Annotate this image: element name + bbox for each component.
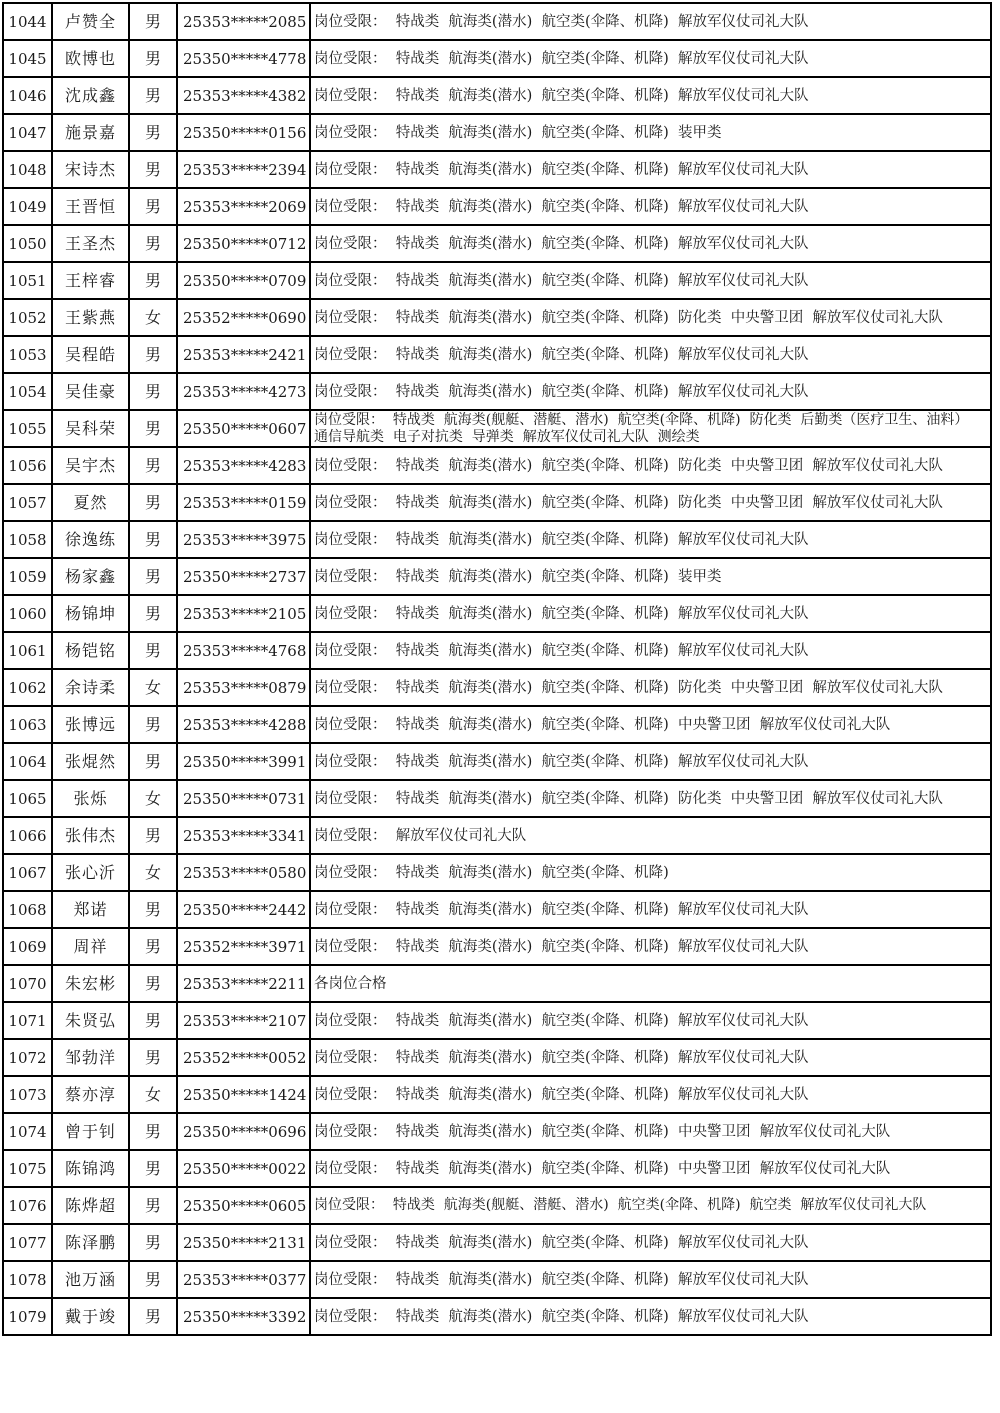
gender-cell: 男 bbox=[129, 521, 177, 558]
id-number-cell: 25353*****3975 bbox=[177, 521, 310, 558]
remark-cell: 岗位受限： 特战类 航海类(潜水) 航空类(伞降、机降) 解放军仪仗司礼大队 bbox=[310, 151, 991, 188]
table-row bbox=[3, 521, 991, 558]
table-row bbox=[3, 3, 991, 40]
name-cell: 吴科荣 bbox=[52, 410, 129, 447]
name-cell: 余诗柔 bbox=[52, 669, 129, 706]
name-cell: 王紫燕 bbox=[52, 299, 129, 336]
gender-cell: 男 bbox=[129, 225, 177, 262]
name-cell: 池万涵 bbox=[52, 1261, 129, 1298]
gender-cell: 男 bbox=[129, 558, 177, 595]
name-cell: 王圣杰 bbox=[52, 225, 129, 262]
serial-number-cell: 1047 bbox=[3, 114, 52, 151]
serial-number-cell: 1045 bbox=[3, 40, 52, 77]
id-number-cell: 25353*****4283 bbox=[177, 447, 310, 484]
id-number-cell: 25350*****0731 bbox=[177, 780, 310, 817]
serial-number-cell: 1074 bbox=[3, 1113, 52, 1150]
remark-cell: 岗位受限： 特战类 航海类(潜水) 航空类(伞降、机降) 解放军仪仗司礼大队 bbox=[310, 891, 991, 928]
table-row bbox=[3, 151, 991, 188]
table-row bbox=[3, 1076, 991, 1113]
serial-number-cell: 1049 bbox=[3, 188, 52, 225]
id-number-cell: 25350*****0022 bbox=[177, 1150, 310, 1187]
name-cell: 戴于竣 bbox=[52, 1298, 129, 1335]
serial-number-cell: 1060 bbox=[3, 595, 52, 632]
id-number-cell: 25352*****0052 bbox=[177, 1039, 310, 1076]
remark-cell: 岗位受限： 特战类 航海类(潜水) 航空类(伞降、机降) 防化类 中央警卫团 解放军仪仗司礼大队 bbox=[310, 780, 991, 817]
id-number-cell: 25350*****0709 bbox=[177, 262, 310, 299]
serial-number-cell: 1061 bbox=[3, 632, 52, 669]
name-cell: 蔡亦淳 bbox=[52, 1076, 129, 1113]
serial-number-cell: 1071 bbox=[3, 1002, 52, 1039]
gender-cell: 男 bbox=[129, 1224, 177, 1261]
name-cell: 施景嘉 bbox=[52, 114, 129, 151]
remark-cell: 岗位受限： 特战类 航海类(潜水) 航空类(伞降、机降) 中央警卫团 解放军仪仗司礼大队 bbox=[310, 706, 991, 743]
remark-cell: 岗位受限： 特战类 航海类(潜水) 航空类(伞降、机降) 中央警卫团 解放军仪仗司礼大队 bbox=[310, 1150, 991, 1187]
table-row bbox=[3, 595, 991, 632]
remark-cell: 岗位受限： 特战类 航海类(潜水) 航空类(伞降、机降) 装甲类 bbox=[310, 114, 991, 151]
serial-number-cell: 1054 bbox=[3, 373, 52, 410]
gender-cell: 男 bbox=[129, 1150, 177, 1187]
serial-number-cell: 1053 bbox=[3, 336, 52, 373]
id-number-cell: 25353*****4382 bbox=[177, 77, 310, 114]
table-row bbox=[3, 669, 991, 706]
id-number-cell: 25350*****0712 bbox=[177, 225, 310, 262]
table-body bbox=[3, 3, 991, 1335]
remark-cell: 岗位受限： 特战类 航海类(潜水) 航空类(伞降、机降) 中央警卫团 解放军仪仗司礼大队 bbox=[310, 1113, 991, 1150]
table-row bbox=[3, 1150, 991, 1187]
gender-cell: 男 bbox=[129, 188, 177, 225]
id-number-cell: 25350*****1424 bbox=[177, 1076, 310, 1113]
gender-cell: 男 bbox=[129, 410, 177, 447]
name-cell: 陈泽鹏 bbox=[52, 1224, 129, 1261]
id-number-cell: 25353*****2107 bbox=[177, 1002, 310, 1039]
id-number-cell: 25353*****0159 bbox=[177, 484, 310, 521]
remark-cell: 各岗位合格 bbox=[310, 965, 991, 1002]
id-number-cell: 25353*****4273 bbox=[177, 373, 310, 410]
gender-cell: 男 bbox=[129, 632, 177, 669]
remark-cell: 岗位受限： 特战类 航海类(潜水) 航空类(伞降、机降) 解放军仪仗司礼大队 bbox=[310, 743, 991, 780]
gender-cell: 女 bbox=[129, 1076, 177, 1113]
serial-number-cell: 1067 bbox=[3, 854, 52, 891]
table-row bbox=[3, 225, 991, 262]
remark-cell: 岗位受限： 特战类 航海类(潜水) 航空类(伞降、机降) 解放军仪仗司礼大队 bbox=[310, 1002, 991, 1039]
remark-cell: 岗位受限： 特战类 航海类(潜水) 航空类(伞降、机降) 防化类 中央警卫团 解放军仪仗司礼大队 bbox=[310, 484, 991, 521]
gender-cell: 女 bbox=[129, 854, 177, 891]
id-number-cell: 25350*****2442 bbox=[177, 891, 310, 928]
table-row bbox=[3, 817, 991, 854]
gender-cell: 男 bbox=[129, 336, 177, 373]
table-row bbox=[3, 558, 991, 595]
remark-cell: 岗位受限： 特战类 航海类(潜水) 航空类(伞降、机降) 解放军仪仗司礼大队 bbox=[310, 77, 991, 114]
id-number-cell: 25350*****0605 bbox=[177, 1187, 310, 1224]
table-row bbox=[3, 780, 991, 817]
name-cell: 王梓睿 bbox=[52, 262, 129, 299]
serial-number-cell: 1072 bbox=[3, 1039, 52, 1076]
id-number-cell: 25350*****3991 bbox=[177, 743, 310, 780]
table-row bbox=[3, 1261, 991, 1298]
serial-number-cell: 1069 bbox=[3, 928, 52, 965]
remark-cell: 岗位受限： 特战类 航海类(潜水) 航空类(伞降、机降) 解放军仪仗司礼大队 bbox=[310, 262, 991, 299]
serial-number-cell: 1073 bbox=[3, 1076, 52, 1113]
table-row bbox=[3, 632, 991, 669]
gender-cell: 男 bbox=[129, 743, 177, 780]
gender-cell: 男 bbox=[129, 1002, 177, 1039]
gender-cell: 男 bbox=[129, 40, 177, 77]
remark-cell: 岗位受限： 特战类 航海类(潜水) 航空类(伞降、机降) 防化类 中央警卫团 解放军仪仗司礼大队 bbox=[310, 669, 991, 706]
table-row bbox=[3, 1113, 991, 1150]
remark-cell: 岗位受限： 特战类 航海类(潜水) 航空类(伞降、机降) 解放军仪仗司礼大队 bbox=[310, 373, 991, 410]
table-row bbox=[3, 1002, 991, 1039]
gender-cell: 男 bbox=[129, 447, 177, 484]
gender-cell: 男 bbox=[129, 595, 177, 632]
table-row bbox=[3, 1039, 991, 1076]
serial-number-cell: 1077 bbox=[3, 1224, 52, 1261]
serial-number-cell: 1044 bbox=[3, 3, 52, 40]
name-cell: 欧博也 bbox=[52, 40, 129, 77]
table-row bbox=[3, 891, 991, 928]
id-number-cell: 25350*****4778 bbox=[177, 40, 310, 77]
serial-number-cell: 1070 bbox=[3, 965, 52, 1002]
remark-cell: 岗位受限： 特战类 航海类(潜水) 航空类(伞降、机降) 解放军仪仗司礼大队 bbox=[310, 40, 991, 77]
remark-cell: 岗位受限： 特战类 航海类(潜水) 航空类(伞降、机降) 解放军仪仗司礼大队 bbox=[310, 632, 991, 669]
name-cell: 杨铠铭 bbox=[52, 632, 129, 669]
gender-cell: 男 bbox=[129, 151, 177, 188]
id-number-cell: 25350*****0156 bbox=[177, 114, 310, 151]
gender-cell: 女 bbox=[129, 299, 177, 336]
serial-number-cell: 1064 bbox=[3, 743, 52, 780]
name-cell: 张伟杰 bbox=[52, 817, 129, 854]
gender-cell: 男 bbox=[129, 114, 177, 151]
remark-cell: 岗位受限： 解放军仪仗司礼大队 bbox=[310, 817, 991, 854]
serial-number-cell: 1068 bbox=[3, 891, 52, 928]
gender-cell: 男 bbox=[129, 262, 177, 299]
table-row bbox=[3, 1224, 991, 1261]
serial-number-cell: 1078 bbox=[3, 1261, 52, 1298]
serial-number-cell: 1066 bbox=[3, 817, 52, 854]
name-cell: 卢赞全 bbox=[52, 3, 129, 40]
name-cell: 吴程皓 bbox=[52, 336, 129, 373]
name-cell: 张烁 bbox=[52, 780, 129, 817]
serial-number-cell: 1075 bbox=[3, 1150, 52, 1187]
name-cell: 宋诗杰 bbox=[52, 151, 129, 188]
table-row bbox=[3, 1298, 991, 1335]
remark-cell: 岗位受限： 特战类 航海类(潜水) 航空类(伞降、机降) 解放军仪仗司礼大队 bbox=[310, 521, 991, 558]
id-number-cell: 25350*****0696 bbox=[177, 1113, 310, 1150]
gender-cell: 男 bbox=[129, 1113, 177, 1150]
serial-number-cell: 1051 bbox=[3, 262, 52, 299]
name-cell: 杨锦坤 bbox=[52, 595, 129, 632]
remark-cell: 岗位受限： 特战类 航海类(潜水) 航空类(伞降、机降) 装甲类 bbox=[310, 558, 991, 595]
name-cell: 夏然 bbox=[52, 484, 129, 521]
serial-number-cell: 1048 bbox=[3, 151, 52, 188]
gender-cell: 男 bbox=[129, 706, 177, 743]
remark-cell: 岗位受限： 特战类 航海类(潜水) 航空类(伞降、机降) 防化类 中央警卫团 解放军仪仗司礼大队 bbox=[310, 299, 991, 336]
table-row bbox=[3, 965, 991, 1002]
serial-number-cell: 1079 bbox=[3, 1298, 52, 1335]
name-cell: 邹勃洋 bbox=[52, 1039, 129, 1076]
remark-cell: 岗位受限： 特战类 航海类(潜水) 航空类(伞降、机降) 解放军仪仗司礼大队 bbox=[310, 225, 991, 262]
table-row bbox=[3, 484, 991, 521]
name-cell: 张心沂 bbox=[52, 854, 129, 891]
gender-cell: 女 bbox=[129, 780, 177, 817]
id-number-cell: 25350*****0607 bbox=[177, 410, 310, 447]
name-cell: 吴佳豪 bbox=[52, 373, 129, 410]
name-cell: 曾于钊 bbox=[52, 1113, 129, 1150]
table-row bbox=[3, 447, 991, 484]
remark-cell: 岗位受限： 特战类 航海类(潜水) 航空类(伞降、机降) 解放军仪仗司礼大队 bbox=[310, 928, 991, 965]
name-cell: 张博远 bbox=[52, 706, 129, 743]
id-number-cell: 25352*****3971 bbox=[177, 928, 310, 965]
name-cell: 陈锦鸿 bbox=[52, 1150, 129, 1187]
remark-cell: 岗位受限： 特战类 航海类(潜水) 航空类(伞降、机降) 解放军仪仗司礼大队 bbox=[310, 595, 991, 632]
gender-cell: 男 bbox=[129, 1261, 177, 1298]
table-row bbox=[3, 262, 991, 299]
table-row bbox=[3, 854, 991, 891]
id-number-cell: 25353*****0377 bbox=[177, 1261, 310, 1298]
remark-cell: 岗位受限： 特战类 航海类(潜水) 航空类(伞降、机降) 解放军仪仗司礼大队 bbox=[310, 1039, 991, 1076]
serial-number-cell: 1046 bbox=[3, 77, 52, 114]
id-number-cell: 25353*****2211 bbox=[177, 965, 310, 1002]
gender-cell: 男 bbox=[129, 928, 177, 965]
serial-number-cell: 1059 bbox=[3, 558, 52, 595]
remark-cell: 岗位受限： 特战类 航海类(潜水) 航空类(伞降、机降) 解放军仪仗司礼大队 bbox=[310, 1224, 991, 1261]
remark-cell: 岗位受限： 特战类 航海类(潜水) 航空类(伞降、机降) 解放军仪仗司礼大队 bbox=[310, 1261, 991, 1298]
table-row bbox=[3, 77, 991, 114]
remark-cell: 岗位受限： 特战类 航海类(舰艇、潜艇、潜水) 航空类(伞降、机降) 防化类 后勤类（医疗卫生、油料） 通信导航类 电子对抗类 导弹类 解放军仪仗司礼大队 测绘类 bbox=[310, 410, 991, 447]
name-cell: 王晋恒 bbox=[52, 188, 129, 225]
name-cell: 周祥 bbox=[52, 928, 129, 965]
gender-cell: 男 bbox=[129, 965, 177, 1002]
name-cell: 朱贤弘 bbox=[52, 1002, 129, 1039]
name-cell: 朱宏彬 bbox=[52, 965, 129, 1002]
serial-number-cell: 1052 bbox=[3, 299, 52, 336]
remark-cell: 岗位受限： 特战类 航海类(潜水) 航空类(伞降、机降) 解放军仪仗司礼大队 bbox=[310, 336, 991, 373]
id-number-cell: 25353*****4288 bbox=[177, 706, 310, 743]
table-row bbox=[3, 336, 991, 373]
table-row bbox=[3, 373, 991, 410]
serial-number-cell: 1065 bbox=[3, 780, 52, 817]
serial-number-cell: 1056 bbox=[3, 447, 52, 484]
remark-cell: 岗位受限： 特战类 航海类(潜水) 航空类(伞降、机降) 解放军仪仗司礼大队 bbox=[310, 1076, 991, 1113]
table-row bbox=[3, 928, 991, 965]
remark-cell: 岗位受限： 特战类 航海类(潜水) 航空类(伞降、机降) 防化类 中央警卫团 解放军仪仗司礼大队 bbox=[310, 447, 991, 484]
id-number-cell: 25350*****2737 bbox=[177, 558, 310, 595]
remark-cell: 岗位受限： 特战类 航海类(潜水) 航空类(伞降、机降) 解放军仪仗司礼大队 bbox=[310, 1298, 991, 1335]
table-row bbox=[3, 188, 991, 225]
gender-cell: 男 bbox=[129, 77, 177, 114]
serial-number-cell: 1076 bbox=[3, 1187, 52, 1224]
gender-cell: 男 bbox=[129, 891, 177, 928]
id-number-cell: 25353*****2394 bbox=[177, 151, 310, 188]
remark-cell: 岗位受限： 特战类 航海类(潜水) 航空类(伞降、机降) bbox=[310, 854, 991, 891]
id-number-cell: 25353*****4768 bbox=[177, 632, 310, 669]
gender-cell: 男 bbox=[129, 817, 177, 854]
name-cell: 吴宇杰 bbox=[52, 447, 129, 484]
id-number-cell: 25350*****3392 bbox=[177, 1298, 310, 1335]
name-cell: 郑诺 bbox=[52, 891, 129, 928]
name-cell: 张焜然 bbox=[52, 743, 129, 780]
serial-number-cell: 1055 bbox=[3, 410, 52, 447]
table-row bbox=[3, 410, 991, 447]
id-number-cell: 25353*****2085 bbox=[177, 3, 310, 40]
serial-number-cell: 1057 bbox=[3, 484, 52, 521]
id-number-cell: 25353*****3341 bbox=[177, 817, 310, 854]
gender-cell: 男 bbox=[129, 1039, 177, 1076]
id-number-cell: 25350*****2131 bbox=[177, 1224, 310, 1261]
serial-number-cell: 1058 bbox=[3, 521, 52, 558]
id-number-cell: 25353*****2105 bbox=[177, 595, 310, 632]
gender-cell: 男 bbox=[129, 3, 177, 40]
remark-cell: 岗位受限： 特战类 航海类(舰艇、潜艇、潜水) 航空类(伞降、机降) 航空类 解放军仪仗司礼大队 bbox=[310, 1187, 991, 1224]
gender-cell: 男 bbox=[129, 1187, 177, 1224]
table-row bbox=[3, 114, 991, 151]
serial-number-cell: 1063 bbox=[3, 706, 52, 743]
id-number-cell: 25353*****2069 bbox=[177, 188, 310, 225]
name-cell: 徐逸练 bbox=[52, 521, 129, 558]
name-cell: 陈烨超 bbox=[52, 1187, 129, 1224]
id-number-cell: 25353*****0879 bbox=[177, 669, 310, 706]
gender-cell: 男 bbox=[129, 373, 177, 410]
table-row bbox=[3, 299, 991, 336]
table-row bbox=[3, 706, 991, 743]
id-number-cell: 25353*****2421 bbox=[177, 336, 310, 373]
gender-cell: 男 bbox=[129, 1298, 177, 1335]
serial-number-cell: 1062 bbox=[3, 669, 52, 706]
name-cell: 杨家鑫 bbox=[52, 558, 129, 595]
serial-number-cell: 1050 bbox=[3, 225, 52, 262]
gender-cell: 男 bbox=[129, 484, 177, 521]
id-number-cell: 25352*****0690 bbox=[177, 299, 310, 336]
results-table bbox=[2, 2, 992, 1336]
table-row bbox=[3, 1187, 991, 1224]
remark-cell: 岗位受限： 特战类 航海类(潜水) 航空类(伞降、机降) 解放军仪仗司礼大队 bbox=[310, 188, 991, 225]
table-row bbox=[3, 743, 991, 780]
name-cell: 沈成鑫 bbox=[52, 77, 129, 114]
gender-cell: 女 bbox=[129, 669, 177, 706]
id-number-cell: 25353*****0580 bbox=[177, 854, 310, 891]
table-row bbox=[3, 40, 991, 77]
remark-cell: 岗位受限： 特战类 航海类(潜水) 航空类(伞降、机降) 解放军仪仗司礼大队 bbox=[310, 3, 991, 40]
